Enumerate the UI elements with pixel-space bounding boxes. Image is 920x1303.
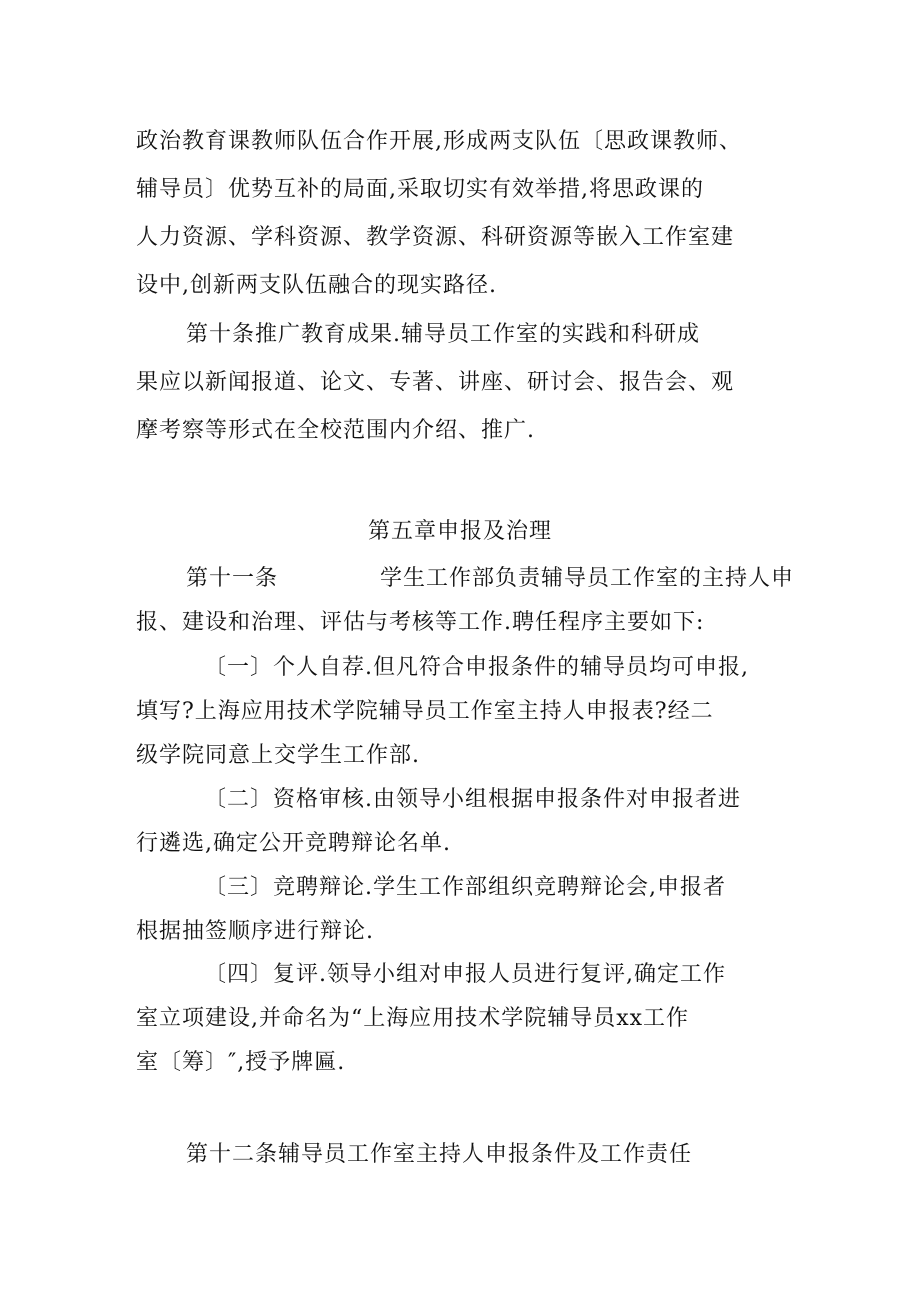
article-12-heading: 第十二条辅导员工作室主持人申报条件及工作责任 (186, 1142, 693, 1167)
article-10-line: 果应以新闻报道、论文、专著、讲座、研讨会、报告会、观 (136, 370, 735, 395)
article-11-label: 第十一条 (186, 566, 279, 591)
chapter-title: 第五章申报及治理 (368, 519, 553, 544)
article-11-lead: 学生工作部负责辅导员工作室的主持人申 (380, 566, 795, 591)
list-item-1-line: 级学院同意上交学生工作部. (136, 743, 420, 768)
paragraph-line: 人力资源、学科资源、教学资源、科研资源等嵌入工作室建 (136, 225, 735, 250)
list-item-3-line: 根据抽签顺序进行辩论. (136, 919, 374, 944)
article-10-line: 摩考察等形式在全校范围内介绍、推广. (136, 418, 535, 443)
paragraph-line: 设中,创新两支队伍融合的现实路径. (136, 273, 497, 298)
article-11-line: 报、建设和治理、评估与考核等工作.聘任程序主要如下: (136, 610, 705, 635)
article-10-line: 第十条推广教育成果.辅导员工作室的实践和科研成 (186, 322, 700, 347)
paragraph-line: 辅导员〕优势互补的局面,采取切实有效举措,将思政课的 (136, 177, 704, 202)
list-item-2-line: 行遴选,确定公开竞聘辩论名单. (136, 831, 451, 856)
list-item-4-line: 室立项建设,并命名为“上海应用技术学院辅导员xx工作 (136, 1006, 690, 1031)
list-item-4-line: 〔四〕复评.领导小组对申报人员进行复评,确定工作 (204, 962, 726, 987)
list-item-1-line: 〔一〕个人自荐.但凡符合申报条件的辅导员均可申报, (204, 655, 749, 680)
list-item-1-line: 填写?上海应用技术学院辅导员工作室主持人申报表?经二 (136, 699, 714, 724)
paragraph-line: 政治教育课教师队伍合作开展,形成两支队伍〔思政课教师、 (136, 129, 742, 154)
list-item-2-line: 〔二〕资格审核.由领导小组根据申报条件对申报者进 (204, 787, 741, 812)
list-item-4-line: 室〔筹〕″,授予牌匾. (136, 1050, 346, 1075)
list-item-3-line: 〔三〕竞聘辩论.学生工作部组织竞聘辩论会,申报者 (204, 875, 726, 900)
